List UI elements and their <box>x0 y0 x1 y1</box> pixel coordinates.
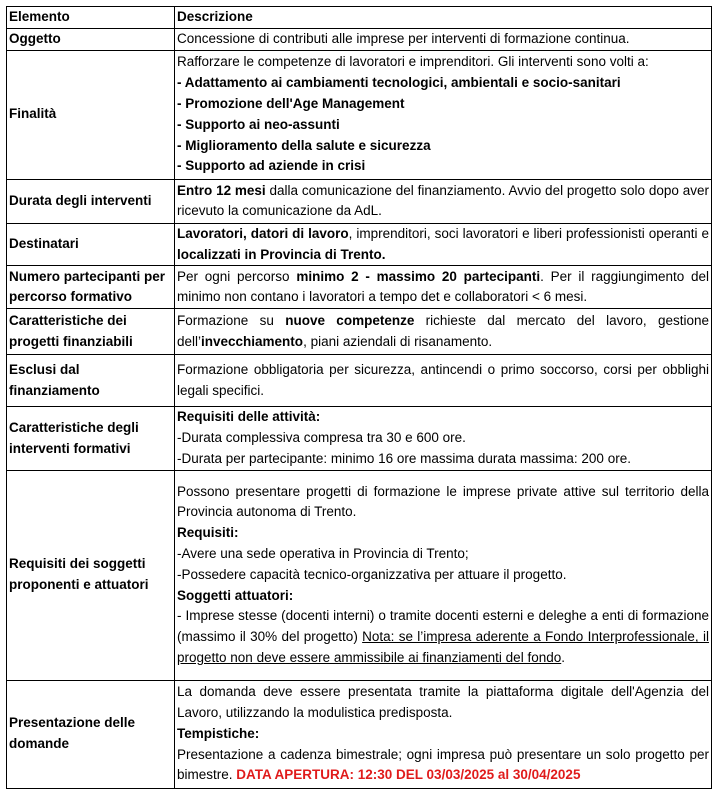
progetti-bold2: invecchiamento <box>201 333 304 349</box>
durata-bold: Entro 12 mesi <box>177 182 266 198</box>
row-description <box>175 223 712 266</box>
finalita-item: - Adattamento ai cambiamenti tecnologici, ambientali e socio-sanitari <box>177 75 621 91</box>
row-label: Finalità <box>7 50 175 179</box>
row-description <box>175 309 712 355</box>
requisiti-item: -Avere una sede operativa in Provincia di Trento; <box>177 546 469 562</box>
finalita-item: - Miglioramento della salute e sicurezza <box>177 137 431 153</box>
interventi-line: -Durata complessiva compresa tra 30 e 600 ore. <box>177 430 466 446</box>
progetti-rest: , piani aziendali di risanamento. <box>303 333 493 349</box>
tempistiche-heading: Tempistiche: <box>177 725 260 741</box>
table-row <box>7 50 712 179</box>
table-row <box>7 29 712 51</box>
row-label: Numero partecipanti per percorso formativo <box>7 266 175 309</box>
table-row <box>7 223 712 266</box>
row-description: Concessione di contributi alle imprese per interventi di formazione continua. <box>175 29 712 51</box>
interventi-heading: Requisiti delle attività: <box>177 409 321 425</box>
table-row <box>7 179 712 223</box>
attuatori-end: . <box>561 650 565 666</box>
finalita-item: - Promozione dell'Age Management <box>177 96 405 111</box>
progetti-bold1: nuove competenze <box>285 313 415 329</box>
attuatori-note: Nota: se l’impresa aderente a Fondo Interprofessionale, il progetto non deve essere ammissibile ai finanziamenti del fondo <box>177 629 709 666</box>
presentazione-intro: La domanda deve essere presentata tramite la piattaforma digitale dell'Agenzia del Lavoro, utilizzando la modulistica predisposta. <box>177 684 709 721</box>
header-elemento: Elemento <box>7 7 175 29</box>
row-description <box>175 680 712 788</box>
requisiti-heading: Requisiti: <box>177 525 239 541</box>
table-row <box>7 470 712 680</box>
row-description: Formazione obbligatoria per sicurezza, antincendi o primo soccorso, corsi per obblighi legali specifici. <box>175 355 712 407</box>
destinatari-text: , imprenditori, soci lavoratori e liberi professionisti operanti e <box>348 225 710 241</box>
finalita-item: - Supporto ad aziende in crisi <box>177 158 366 174</box>
row-description <box>175 470 712 680</box>
data-apertura: DATA APERTURA: 12:30 DEL 03/03/2025 al 30/04/2025 <box>236 767 581 783</box>
row-description <box>175 266 712 309</box>
table-row <box>7 309 712 355</box>
attuatori-body: - Imprese stesse (docenti interni) o tramite docenti esterni e deleghe a enti di formazione (massimo il 30% del progetto) <box>177 608 709 645</box>
table-header-row <box>7 7 712 29</box>
table-row <box>7 266 712 309</box>
row-label: Requisiti dei soggetti proponenti e attuatori <box>7 470 175 680</box>
table-row <box>7 680 712 788</box>
numero-text: . Per il raggiungimento del minimo non contano i lavoratori a tempo det e collaboratori < 6 mesi. <box>177 268 709 305</box>
row-description <box>175 179 712 223</box>
tempistiche-text <box>177 745 709 787</box>
interventi-line: -Durata per partecipante: minimo 16 ore massima durata massima: 200 ore. <box>177 450 631 466</box>
durata-text: dalla comunicazione del finanziamento. Avvio del progetto solo dopo aver ricevuto la comunicazione da AdL. <box>177 182 709 219</box>
row-label: Caratteristiche dei progetti finanziabili <box>7 309 175 355</box>
row-label: Oggetto <box>7 29 175 51</box>
destinatari-bold2: localizzati in Provincia di Trento. <box>177 246 386 262</box>
info-table <box>6 6 712 789</box>
row-label: Presentazione delle domande <box>7 680 175 788</box>
row-label: Caratteristiche degli interventi formativi <box>7 407 175 470</box>
numero-bold: minimo 2 - massimo 20 partecipanti <box>296 268 541 284</box>
requisiti-intro: Possono presentare progetti di formazione le imprese private attive sul territorio della Provincia autonoma di Trento. <box>177 483 709 520</box>
row-description <box>175 50 712 179</box>
progetti-pre: Formazione su <box>177 313 286 329</box>
numero-pre: Per ogni percorso <box>177 268 297 284</box>
finalita-item: - Supporto ai neo-assunti <box>177 116 340 132</box>
table-row <box>7 355 712 407</box>
row-description <box>175 407 712 470</box>
header-descrizione: Descrizione <box>175 7 712 29</box>
requisiti-item: -Possedere capacità tecnico-organizzativa per attuare il progetto. <box>177 566 567 582</box>
progetti-mid: richieste dal mercato del lavoro, gestione dell’ <box>177 313 709 349</box>
row-label: Durata degli interventi <box>7 179 175 223</box>
attuatori-text <box>177 606 709 668</box>
finalita-intro: Rafforzare le competenze di lavoratori e imprenditori. Gli interventi sono volti a: <box>177 54 649 70</box>
row-label: Destinatari <box>7 223 175 266</box>
attuatori-heading: Soggetti attuatori: <box>177 587 294 603</box>
destinatari-bold1: Lavoratori, datori di lavoro <box>177 225 349 241</box>
row-label: Esclusi dal finanziamento <box>7 355 175 407</box>
table-row <box>7 407 712 470</box>
tempistiche-body: Presentazione a cadenza bimestrale; ogni impresa può presentare un solo progetto per bimestre. <box>177 746 709 783</box>
